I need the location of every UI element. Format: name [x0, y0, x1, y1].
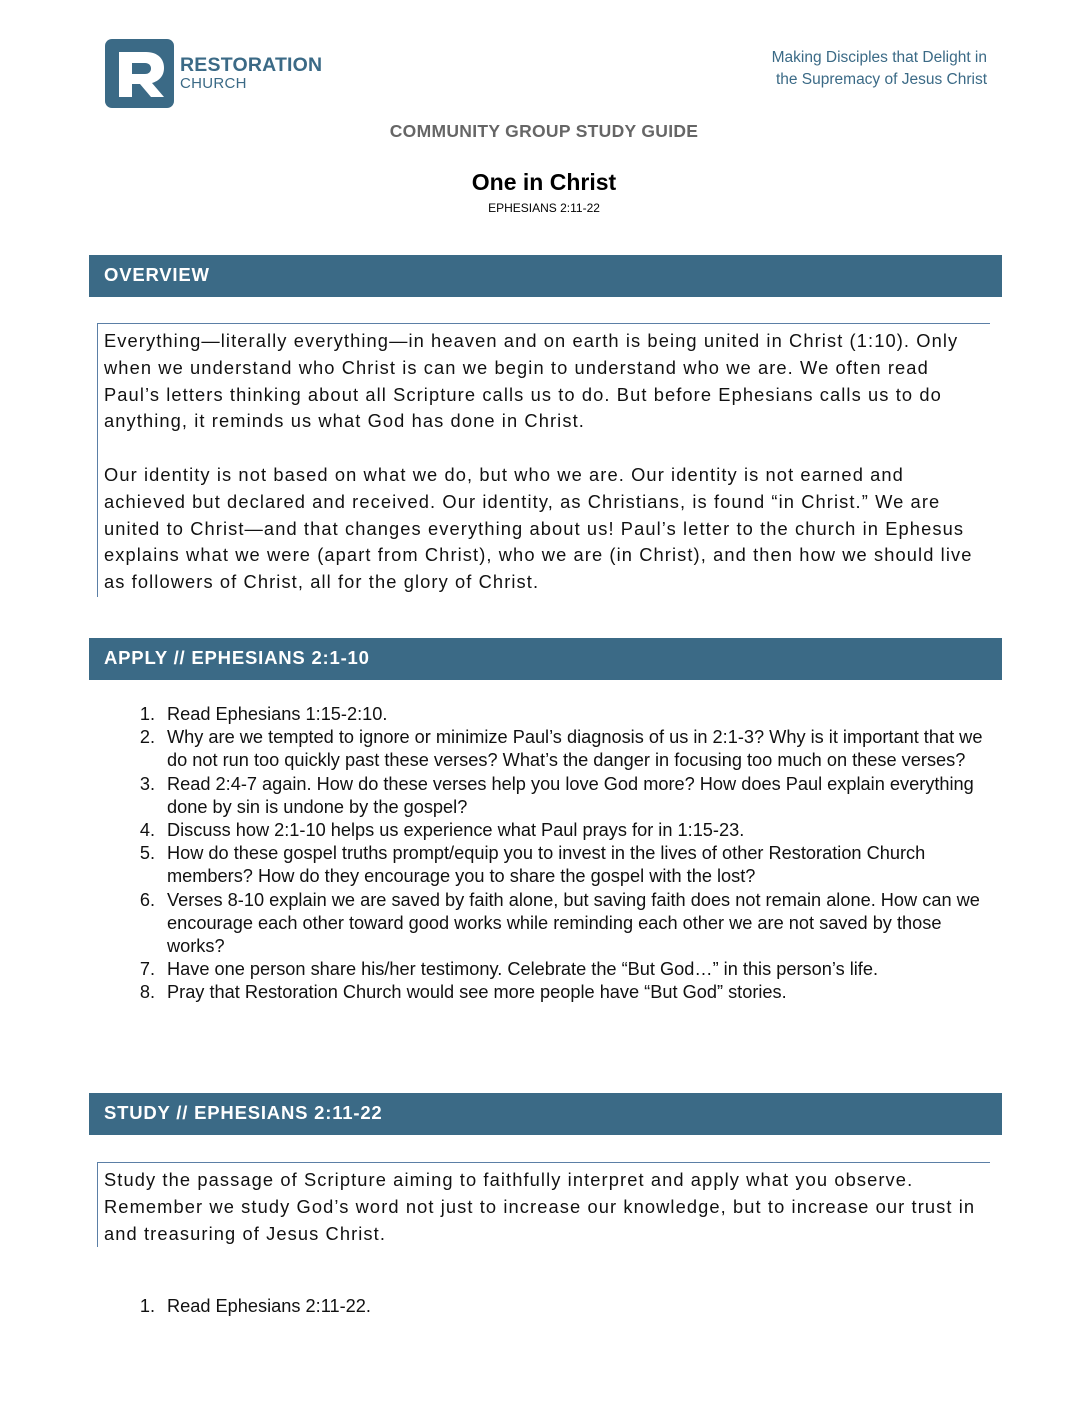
item-text: Why are we tempted to ignore or minimize Paul’s diagnosis of us in 2:1-3? Why is it important that we do not run too quickly past these verses? What’s the danger in focusing too much on these verses?	[167, 727, 983, 771]
item-text: Verses 8-10 explain we are saved by faith alone, but saving faith does not remain alone. How can we encourage each other toward good works while reminding each other we are not saved by those works?	[167, 889, 980, 957]
apply-question-list	[139, 703, 997, 1005]
overview-heading: OVERVIEW	[89, 255, 1002, 297]
overview-paragraph: Everything—literally everything—in heaven and on earth is being united in Christ (1:10). Only when we understand who Christ is can we begin to understand who we are. We often read Paul’s letters thinking about all Scripture calls us to do. But before Ephesians calls us to do anything, it reminds us what God has done in Christ.	[104, 330, 959, 432]
item-number: 5.	[139, 843, 155, 864]
list-item	[139, 1295, 997, 1318]
item-text: Read Ephesians 2:11-22.	[167, 1296, 371, 1316]
overview-text-box	[97, 323, 990, 597]
study-heading: STUDY // EPHESIANS 2:11-22	[89, 1093, 1002, 1135]
study-intro: Study the passage of Scripture aiming to faithfully interpret and apply what you observe. Remember we study God’s word not just to increase our knowledge, but to increase our trust in and treasuring of Jesus Christ.	[104, 1169, 976, 1244]
church-logo	[105, 39, 322, 108]
list-item	[139, 773, 997, 819]
study-question-list	[139, 1295, 997, 1318]
item-number: 6.	[139, 889, 155, 910]
list-item	[139, 958, 997, 981]
item-text: Discuss how 2:1-10 helps us experience what Paul prays for in 1:15-23.	[167, 820, 745, 841]
tagline-line-1: Making Disciples that Delight in	[771, 49, 987, 66]
item-text: Read 2:4-7 again. How do these verses help you love God more? How does Paul explain everything done by sin is undone by the gospel?	[167, 773, 974, 817]
logo-subtitle: CHURCH	[180, 74, 247, 92]
apply-heading: APPLY // EPHESIANS 2:1-10	[89, 638, 1002, 680]
tagline	[772, 47, 987, 91]
item-text: Read Ephesians 1:15-2:10.	[167, 704, 388, 724]
item-text: Have one person share his/her testimony. Celebrate the “But God…” in this person’s life.	[167, 959, 879, 980]
item-number: 7.	[139, 959, 155, 980]
overview-paragraph: Our identity is not based on what we do, but who we are. Our identity is not earned and achieved but declared and received. Our identity, as Christians, is found “in Christ.” We are united to Christ—and that changes everything about us! Paul’s letter to the church in Ephesus explains what we were (apart from Christ), who we are (in Christ), and then how we should live as followers of Christ, all for the glory of Christ.	[104, 463, 973, 593]
sermon-reference: EPHESIANS 2:11-22	[488, 201, 600, 215]
item-number: 2.	[139, 727, 155, 748]
list-item	[139, 726, 997, 772]
item-text: Pray that Restoration Church would see more people have “But God” stories.	[167, 982, 787, 1003]
item-number: 4.	[139, 820, 155, 841]
list-item	[139, 842, 997, 888]
item-text: How do these gospel truths prompt/equip you to invest in the lives of other Restoration Church members? How do they encourage you to share the gospel with the lost?	[167, 843, 926, 887]
sermon-title: One in Christ	[471, 169, 617, 195]
list-item	[139, 703, 997, 726]
logo-r-icon	[105, 39, 174, 108]
tagline-line-2: the Supremacy of Jesus Christ	[775, 71, 987, 88]
item-number: 1.	[139, 704, 155, 724]
guide-title: COMMUNITY GROUP STUDY GUIDE	[389, 121, 699, 141]
list-item	[139, 889, 997, 959]
list-item	[139, 819, 997, 842]
list-item	[139, 981, 997, 1004]
item-number: 1.	[139, 1296, 155, 1316]
item-number: 8.	[139, 982, 155, 1003]
logo-name: RESTORATION	[180, 54, 323, 77]
item-number: 3.	[139, 773, 155, 794]
study-text-box	[97, 1162, 990, 1247]
